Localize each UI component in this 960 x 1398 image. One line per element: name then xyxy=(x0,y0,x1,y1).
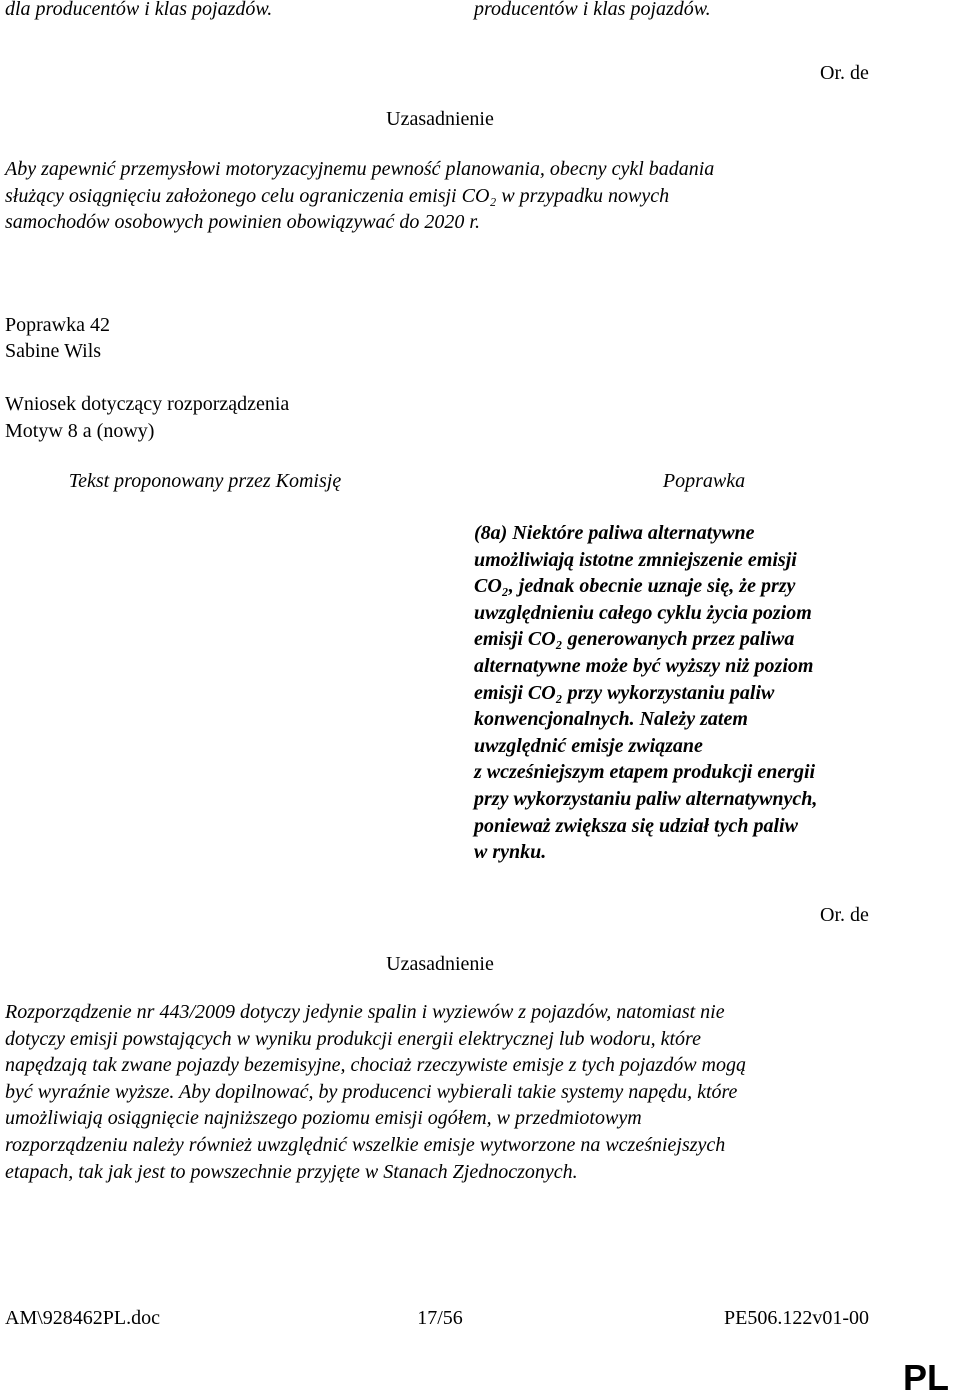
justification-line: napędzają tak zwane pojazdy bezemisyjne, chociaż rzeczywiste emisje z tych pojazdów mogą xyxy=(5,1054,746,1077)
amendment-line: alternatywne może być wyższy niż poziom xyxy=(474,654,814,677)
original-language-note: Or. de xyxy=(820,904,869,926)
amendment-line: uwzględnić emisje związane xyxy=(474,734,703,757)
amendment-line: w rynku. xyxy=(474,841,547,864)
amendment-line: konwencjonalnych. Należy zatem xyxy=(474,708,748,731)
justification-paragraph xyxy=(5,156,945,236)
justification-line: dotyczy emisji powstających w wyniku produkcji energii elektrycznej lub wodoru, które xyxy=(5,1027,701,1050)
amendment-line: emisji CO₂ generowanych przez paliwa xyxy=(474,628,795,651)
amendment-line: ponieważ zwiększa się udział tych paliw xyxy=(474,814,798,837)
justification-line: etapach, tak jak jest to powszechnie przyjęte w Stanach Zjednoczonych. xyxy=(5,1160,578,1183)
amendment-line: emisji CO₂ przy wykorzystaniu paliw xyxy=(474,681,775,704)
justification-line: służący osiągnięciu założonego celu ograniczenia emisji CO₂ w przypadku nowych xyxy=(5,184,670,207)
justification-line: Aby zapewnić przemysłowi motoryzacyjnemu pewność planowania, obecny cykl badania xyxy=(5,158,715,180)
justification-line: być wyraźnie wyższe. Aby dopilnować, by producenci wybierali takie systemy napędu, które xyxy=(5,1080,738,1103)
amendment-line: umożliwiają istotne zmniejszenie emisji xyxy=(474,548,797,571)
amendment-number: Poprawka 42 xyxy=(5,314,110,336)
amendment-column-header: Poprawka xyxy=(662,470,746,492)
recital-reference: Motyw 8 a (nowy) xyxy=(5,420,155,442)
amendment-line: uwzględnieniu całego cyklu życia poziom xyxy=(474,601,812,624)
justification-line: rozporządzeniu należy również uwzględnić wszelkie emisje wytworzone na wcześniejszych xyxy=(5,1133,726,1156)
justification-line: umożliwiają osiągnięcie najniższego poziomu emisji ogółem, w przedmiotowym xyxy=(5,1107,642,1130)
carryover-left-text: dla producentów i klas pojazdów. xyxy=(5,0,273,20)
justification-line: Rozporządzenie nr 443/2009 dotyczy jedynie spalin i wyziewów z pojazdów, natomiast nie xyxy=(5,1001,725,1023)
amendment-line: (8a) Niektóre paliwa alternatywne xyxy=(474,522,755,544)
justification-title: Uzasadnienie xyxy=(386,108,494,130)
carryover-right-text: producentów i klas pojazdów. xyxy=(474,0,711,20)
footer-page-number: 17/56 xyxy=(417,1307,463,1329)
amendment-line: CO₂, jednak obecnie uznaje się, że przy xyxy=(474,575,796,598)
amendment-author: Sabine Wils xyxy=(5,340,102,362)
original-language-note: Or. de xyxy=(820,62,869,84)
amendment-text xyxy=(474,520,944,866)
proposal-title: Wniosek dotyczący rozporządzenia xyxy=(5,393,290,415)
amendment-line: przy wykorzystaniu paliw alternatywnych, xyxy=(474,787,818,810)
amendment-line: z wcześniejszym etapem produkcji energii xyxy=(474,761,816,784)
footer-doc-ref: AM\928462PL.doc xyxy=(5,1307,160,1329)
justification-line: samochodów osobowych powinien obowiązywać do 2020 r. xyxy=(5,211,480,234)
footer-pe-ref: PE506.122v01-00 xyxy=(724,1307,869,1329)
justification-title: Uzasadnienie xyxy=(386,953,494,975)
language-mark: PL xyxy=(903,1357,950,1398)
commission-text-header: Tekst proponowany przez Komisję xyxy=(68,470,342,492)
justification-paragraph xyxy=(5,999,945,1185)
